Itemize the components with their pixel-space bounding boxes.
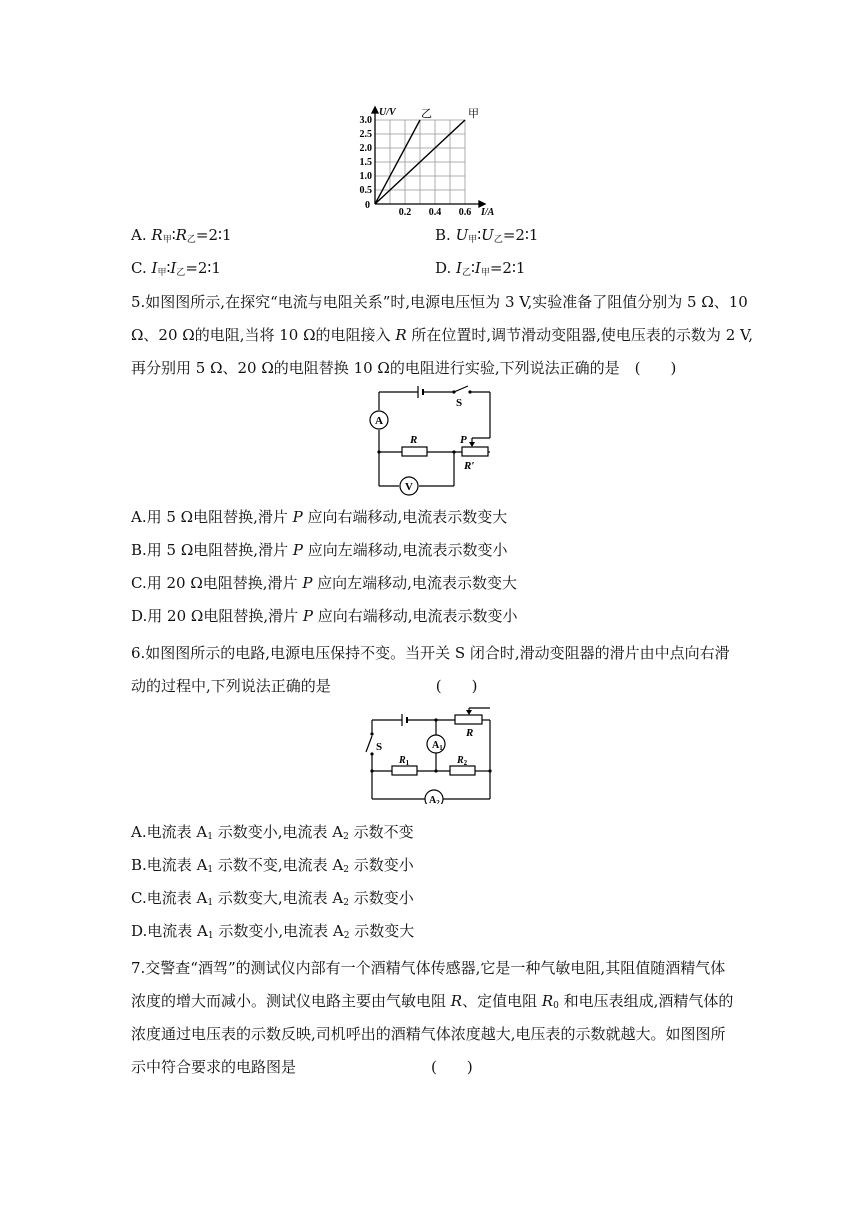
q4-option-d: D. $I_乙∶I_甲=2∶1$ xyxy=(435,259,526,278)
rheostat-R xyxy=(455,715,482,724)
q5-circuit-diagram xyxy=(362,384,502,496)
resistor-R xyxy=(402,447,427,456)
q6-circuit-diagram xyxy=(362,704,498,804)
rheostat-label: R xyxy=(466,727,474,739)
y-axis-label: U/V xyxy=(379,107,396,118)
slider-arrow xyxy=(466,710,472,715)
q4-option-c: C. $I_甲∶I_乙=2∶1$ xyxy=(131,259,221,278)
y-tick-label: 1.0 xyxy=(359,171,372,182)
x-tick-label: 0.6 xyxy=(458,207,472,218)
switch-label: S xyxy=(456,397,463,409)
q6-option-d: D.电流表 $A_1$ 示数变小,电流表 $A_2$ 示数变大 xyxy=(131,922,415,941)
series-label-jia: 甲 xyxy=(468,108,479,120)
ammeter2-label: $A_2$ xyxy=(429,795,440,804)
resistor-R1 xyxy=(392,766,417,775)
x-tick-label: 0.4 xyxy=(428,207,442,218)
switch-label: S xyxy=(376,741,383,753)
voltmeter-label: V xyxy=(405,481,413,493)
q5-stem-line-2: Ω、20 Ω的电阻,当将 10 Ω的电阻接入 R 所在位置时,调节滑动变阻器,使电压表的示数为 2 V, xyxy=(131,326,753,344)
rheostat-R-prime xyxy=(462,447,488,456)
q7-stem-line-3: 浓度通过电压表的示数反映,司机呼出的酒精气体浓度越大,电压表的示数就越大。如图图所 xyxy=(131,1025,726,1043)
y-tick-label: 2.5 xyxy=(359,129,372,140)
resistor-R2 xyxy=(450,766,475,775)
switch-blade xyxy=(366,736,372,752)
q7-stem-line-1: 7.交警查“酒驾”的测试仪内部有一个酒精气体传感器,它是一种气敏电阻,其阻值随酒精气体 xyxy=(131,959,726,977)
q6-option-a: A.电流表 $A_1$ 示数变小,电流表 $A_2$ 示数不变 xyxy=(131,823,414,842)
series-label-yi: 乙 xyxy=(421,108,432,120)
q5-option-c: C.用 20 Ω电阻替换,滑片 P 应向左端移动,电流表示数变大 xyxy=(131,574,517,592)
q7-stem-line-4: 示中符合要求的电路图是 ( ) xyxy=(131,1058,473,1076)
q5-stem-line-3: 再分别用 5 Ω、20 Ω的电阻替换 10 Ω的电阻进行实验,下列说法正确的是 ( ) xyxy=(131,359,677,377)
q6-option-c: C.电流表 $A_1$ 示数变大,电流表 $A_2$ 示数变小 xyxy=(131,889,414,908)
q5-stem-line-1: 5.如图图所示,在探究“电流与电阻关系”时,电源电压恒为 3 V,实验准备了阻值分别为 5 Ω、10 xyxy=(131,293,748,311)
y-tick-label: 2.0 xyxy=(359,143,372,154)
q6-stem-line-1: 6.如图图所示的电路,电源电压保持不变。当开关 S 闭合时,滑动变阻器的滑片由中点向右滑 xyxy=(131,644,730,662)
q5-option-b: B.用 5 Ω电阻替换,滑片 P 应向左端移动,电流表示数变小 xyxy=(131,541,508,559)
q5-option-a: A.用 5 Ω电阻替换,滑片 P 应向右端移动,电流表示数变大 xyxy=(131,508,508,526)
r2-label: $R_2$ xyxy=(457,755,468,767)
ammeter1-label: $A_1$ xyxy=(432,740,443,752)
y-tick-label: 1.5 xyxy=(359,157,372,168)
ammeter-label: A xyxy=(375,415,383,427)
r1-label: $R_1$ xyxy=(399,755,410,767)
origin-label: 0 xyxy=(365,200,370,211)
graph-axes xyxy=(372,107,485,207)
slider-arrow xyxy=(469,442,475,447)
q4-option-a: A. $R_甲∶R_乙=2∶1$ xyxy=(131,226,232,245)
y-tick-label: 3.0 xyxy=(359,115,372,126)
ui-graph xyxy=(355,104,505,220)
q7-stem-line-2: 浓度的增大而减小。测试仪电路主要由气敏电阻 R、定值电阻 $R_0$ 和电压表组成,酒精气体的 xyxy=(131,992,734,1011)
resistor-label: R xyxy=(410,434,418,446)
rheostat-label: R′ xyxy=(464,460,475,472)
q6-option-b: B.电流表 $A_1$ 示数不变,电流表 $A_2$ 示数变小 xyxy=(131,856,414,875)
switch-blade xyxy=(454,386,468,392)
x-axis-label: I/A xyxy=(481,207,495,218)
q5-option-d: D.用 20 Ω电阻替换,滑片 P 应向右端移动,电流表示数变小 xyxy=(131,607,518,625)
q4-option-b: B. $U_甲∶U_乙=2∶1$ xyxy=(435,226,539,245)
x-tick-label: 0.2 xyxy=(398,207,412,218)
slider-label: P xyxy=(460,434,467,446)
y-tick-label: 0.5 xyxy=(359,185,372,196)
q6-stem-line-2: 动的过程中,下列说法正确的是 ( ) xyxy=(131,677,478,695)
